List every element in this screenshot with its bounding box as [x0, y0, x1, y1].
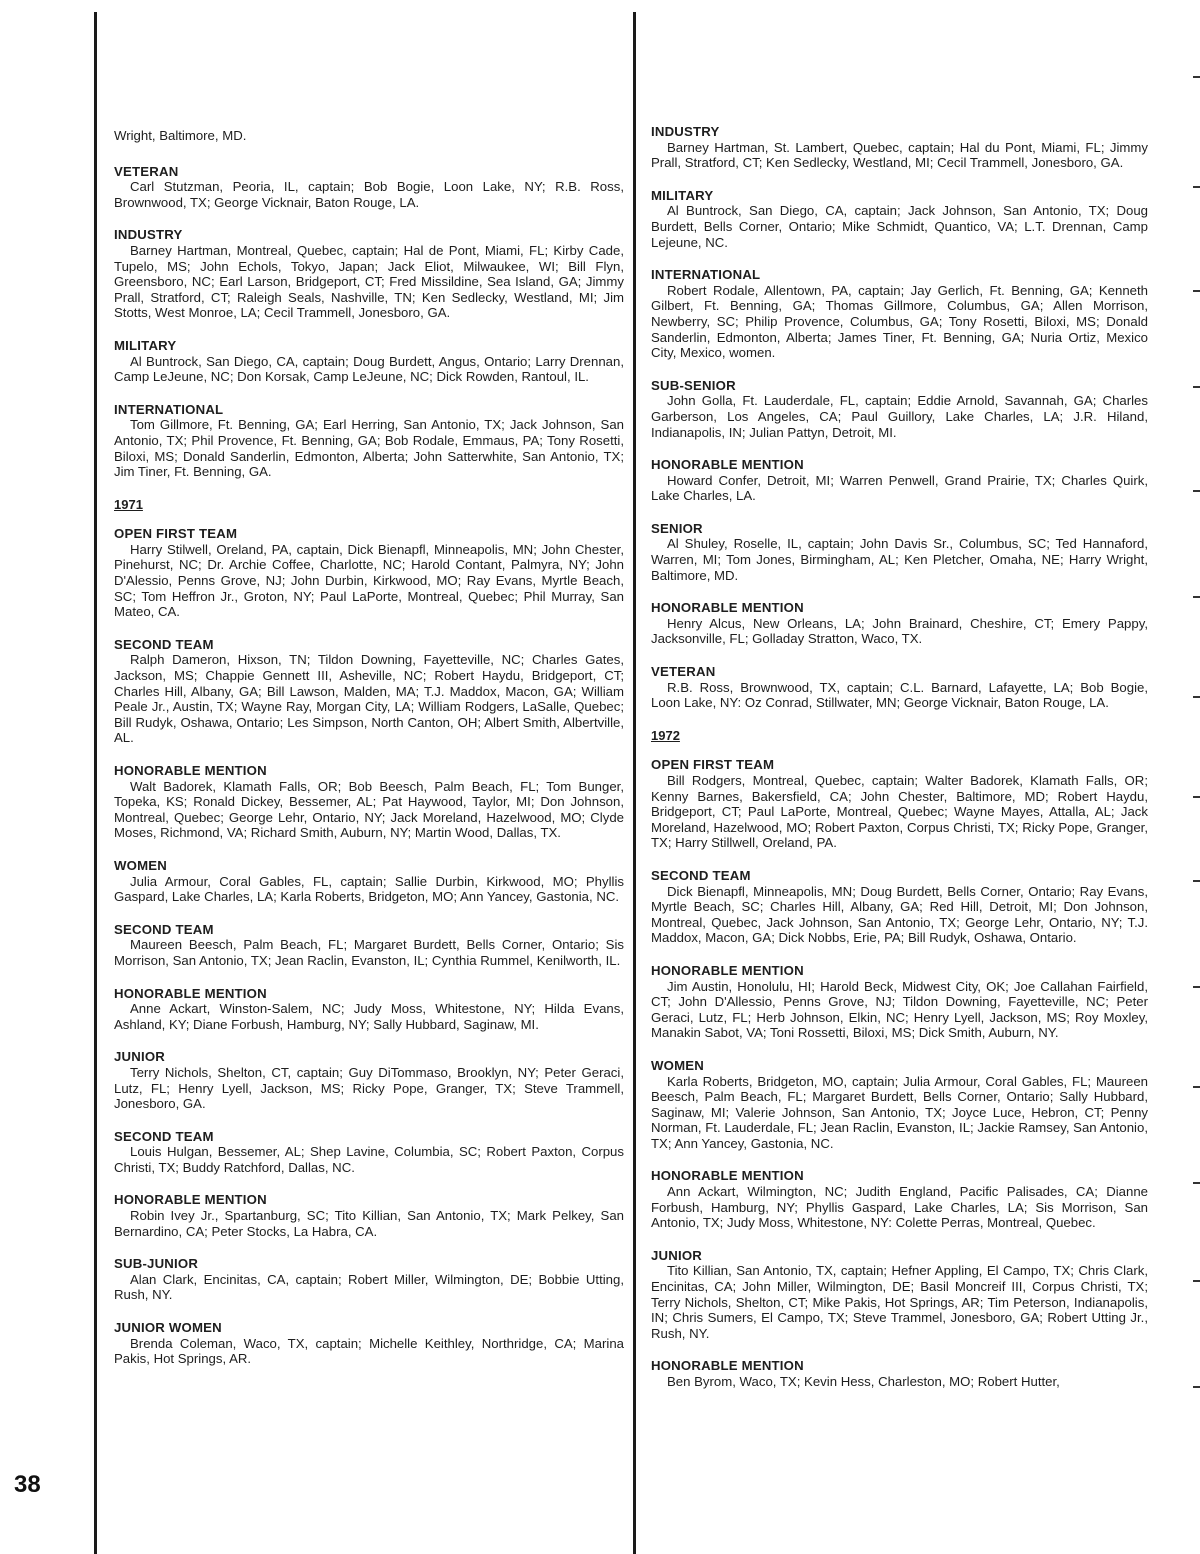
- section-roster-text: Ben Byrom, Waco, TX; Kevin Hess, Charleston, MO; Robert Hutter,: [667, 1374, 1060, 1389]
- section-roster-text: Bill Rodgers, Montreal, Quebec, captain; Walter Badorek, Klamath Falls, OR; Kenny Barnes, Bakersfield, CA; John Chester, Baltimore, MD; Robert Haydu, Bridgeport, CT; Paul LaPorte, Montreal, Quebec; Wayne Mayes, Attalla, AL; Jack Moreland, Hazelwood, MO; Robert Paxton, Corpus Christi, TX; Ricky Pope, Granger, TX; Harry Stillwell, Oreland, PA.: [651, 773, 1148, 851]
- section-heading: SUB-SENIOR: [651, 377, 736, 393]
- section-roster-text: Robin Ivey Jr., Spartanburg, SC; Tito Killian, San Antonio, TX; Mark Pelkey, San Bernardino, CA; Peter Stocks, La Habra, CA.: [114, 1208, 624, 1239]
- section-heading: HONORABLE MENTION: [651, 600, 804, 616]
- section-roster-text: Anne Ackart, Winston-Salem, NC; Judy Moss, Whitestone, NY; Hilda Evans, Ashland, KY; Diane Forbush, Hamburg, NY; Sally Hubbard, Saginaw, MI.: [114, 1001, 624, 1032]
- page-number: 38: [14, 1471, 41, 1498]
- roster-section: [114, 858, 624, 905]
- section-heading: SECOND TEAM: [114, 921, 214, 937]
- roster-section: [114, 338, 624, 385]
- roster-section: [651, 868, 1148, 946]
- section-roster-text: Al Buntrock, San Diego, CA, captain; Jack Johnson, San Antonio, TX; Doug Burdett, Bells Corner, Ontario; Mike Schmidt, Quantico, VA; L.T. Drennan, Camp Lejeune, NC.: [651, 203, 1148, 250]
- section-roster-text: Barney Hartman, Montreal, Quebec, captain; Hal de Pont, Miami, FL; Kirby Cade, Tupelo, MS; John Echols, Tokyo, Japan; Jack Eliot, Milwaukee, WI; Bill Flyn, Greensboro, NC; Earl Larson, Bridgeport, CT; Fred Missildine, Sea Island, GA; Jimmy Prall, Stratford, CT; Raleigh Seals, Nashville, TN; Ken Sedlecky, Westland, MI; Jim Stotts, West Monroe, LA; Cecil Trammell, Jonesboro, GA.: [114, 242, 624, 321]
- section-roster-text: Carl Stutzman, Peoria, IL, captain; Bob Bogie, Loon Lake, NY; R.B. Ross, Brownwood, TX; George Vicknair, Baton Rouge, LA.: [114, 179, 624, 210]
- roster-section: [651, 457, 1148, 504]
- section-heading: SENIOR: [651, 520, 703, 536]
- section-roster-text: John Golla, Ft. Lauderdale, FL, captain; Eddie Arnold, Savannah, GA; Charles Garberson, Los Angeles, CA; Paul Guillory, Lake Charles, LA; J.R. Hiland, Indianapolis, IN; Julian Pattyn, Detroit, MI.: [651, 393, 1148, 440]
- right-sections: [651, 124, 1148, 711]
- section-heading: OPEN FIRST TEAM: [651, 757, 775, 773]
- section-heading: HONORABLE MENTION: [651, 457, 804, 473]
- roster-section: [114, 164, 624, 211]
- section-roster-text: Al Buntrock, San Diego, CA, captain; Doug Burdett, Angus, Ontario; Larry Drennan, Camp LeJeune, NC; Don Korsak, Camp LeJeune, NC; Dick Rowden, Rantoul, IL.: [114, 353, 624, 385]
- year-heading-1972: 1972: [651, 727, 680, 743]
- section-roster-text: Al Shuley, Roselle, IL, captain; John Davis Sr., Columbus, SC; Ted Hannaford, Warren, MI; Tom Jones, Birmingham, AL; Ken Pletcher, Omaha, NE; Harry Wright, Baltimore, MD.: [651, 536, 1148, 583]
- section-heading: INDUSTRY: [114, 227, 183, 243]
- roster-section: [114, 402, 624, 480]
- right-sections-1972: [651, 757, 1148, 1389]
- roster-section: [114, 526, 624, 620]
- roster-section: [114, 1129, 624, 1176]
- column-divider-rule: [633, 12, 636, 1554]
- section-roster-text: Jim Austin, Honolulu, HI; Harold Beck, Midwest City, OK; Joe Callahan Fairfield, CT; John D'Allessio, Penns Grove, NJ; Tildon Downing, Fayetteville, NC; Peter Geraci, Lutz, FL; Herb Johnson, Elkin, NC; Henry Lyell, Jackson, MS; Roy Moxley, Manakin Sabot, VA; Toni Rossetti, Biloxi, MS; Dick Smith, Auburn, NY.: [651, 978, 1148, 1041]
- roster-section: [114, 227, 624, 321]
- section-heading: OPEN FIRST TEAM: [114, 526, 238, 542]
- roster-section: [651, 1058, 1148, 1152]
- section-heading: JUNIOR: [114, 1049, 166, 1065]
- left-margin-rule: [94, 12, 97, 1554]
- section-heading: INDUSTRY: [651, 124, 720, 139]
- left-sections-1971: [114, 526, 624, 1367]
- roster-section: [114, 922, 624, 969]
- section-heading: INTERNATIONAL: [114, 401, 224, 417]
- roster-section: [651, 1168, 1148, 1230]
- roster-section: [651, 1248, 1148, 1342]
- roster-section: [651, 378, 1148, 440]
- roster-section: [114, 1192, 624, 1239]
- roster-section: [114, 1049, 624, 1111]
- section-heading: HONORABLE MENTION: [114, 763, 267, 778]
- roster-section: [651, 124, 1148, 171]
- section-roster-text: Walt Badorek, Klamath Falls, OR; Bob Beesch, Palm Beach, FL; Tom Bunger, Topeka, KS; Ronald Dickey, Bessemer, AL; Pat Haywood, Taylor, MI; Don Johnson, Montreal, Quebec; George Lehr, Ontario, NY; Jack Moreland, Hazelwood, MO; Clyde Moses, Richmond, VA; Richard Smith, Auburn, NY; Martin Wood, Dallas, TX.: [114, 778, 624, 841]
- roster-section: [114, 986, 624, 1033]
- roster-section: [114, 763, 624, 841]
- section-roster-text: Henry Alcus, New Orleans, LA; John Brainard, Cheshire, CT; Emery Pappy, Jacksonville, FL; Golladay Stratton, Waco, TX.: [651, 615, 1148, 647]
- roster-section: [651, 1358, 1148, 1389]
- section-heading: WOMEN: [114, 857, 168, 873]
- section-heading: INTERNATIONAL: [651, 267, 761, 283]
- section-heading: MILITARY: [114, 337, 177, 353]
- section-roster-text: Louis Hulgan, Bessemer, AL; Shep Lavine, Columbia, SC; Robert Paxton, Corpus Christi, TX; Buddy Ratchford, Dallas, NC.: [114, 1144, 624, 1175]
- section-heading: SECOND TEAM: [114, 1128, 214, 1144]
- section-roster-text: Brenda Coleman, Waco, TX, captain; Michelle Keithley, Northridge, CA; Marina Pakis, Hot Springs, AR.: [114, 1335, 624, 1367]
- roster-section: [651, 188, 1148, 250]
- roster-section: [651, 267, 1148, 361]
- section-roster-text: Terry Nichols, Shelton, CT, captain; Guy DiTommaso, Brooklyn, NY; Peter Geraci, Lutz, FL; Henry Lyell, Jackson, MS; Ricky Pope, Granger, TX; Steve Trammell, Jonesboro, GA.: [114, 1064, 624, 1112]
- section-roster-text: Barney Hartman, St. Lambert, Quebec, captain; Hal du Pont, Miami, FL; Jimmy Prall, Stratford, CT; Ken Sedlecky, Westland, MI; Cecil Trammell, Jonesboro, GA.: [651, 139, 1148, 171]
- roster-section: [114, 1256, 624, 1303]
- section-heading: HONORABLE MENTION: [114, 1192, 267, 1208]
- section-roster-text: Harry Stilwell, Oreland, PA, captain, Dick Bienapfl, Minneapolis, MN; John Chester, Pinehurst, NC; Dr. Archie Coffee, Charlotte, NC; Harold Contant, Palmyra, NY; John D'Alessio, Penns Grove, NJ; John Durbin, Kirkwood, MO; Ray Evans, Myrtle Beach, SC; Tom Heffron Jr., Groton, NY; Paul LaPorte, Montreal, Quebec; Phil Murray, San Mateo, CA.: [114, 541, 624, 620]
- section-heading: SECOND TEAM: [651, 867, 751, 883]
- roster-section: [651, 757, 1148, 851]
- section-heading: SUB-JUNIOR: [114, 1256, 199, 1272]
- section-heading: HONORABLE MENTION: [114, 985, 267, 1001]
- section-heading: WOMEN: [651, 1057, 705, 1073]
- section-heading: MILITARY: [651, 187, 714, 203]
- section-roster-text: Julia Armour, Coral Gables, FL, captain; Sallie Durbin, Kirkwood, MO; Phyllis Gaspard, Lake Charles, LA; Karla Roberts, Bridgeton, MO; Ann Yancey, Gastonia, NC.: [114, 873, 624, 905]
- roster-section: [651, 664, 1148, 711]
- section-roster-text: Karla Roberts, Bridgeton, MO, captain; Julia Armour, Coral Gables, FL; Maureen Beesch, Palm Beach, FL; Margaret Burdett, Bells Corner, Ontario; Sally Hubbard, Saginaw, MI; Valerie Johnson, San Antonio, TX; Joyce Luce, Hebron, CT; Penny Norman, Ft. Lauderdale, FL; Jean Raclin, Evanston, IL; Jackie Ramsey, San Antonio, TX; Ann Yancey, Gastonia, NC.: [651, 1073, 1148, 1151]
- continued-text: Wright, Baltimore, MD.: [114, 128, 247, 143]
- left-sections: [114, 164, 624, 480]
- section-roster-text: Robert Rodale, Allentown, PA, captain; Jay Gerlich, Ft. Benning, GA; Kenneth Gilbert, Ft. Benning, GA; Thomas Gillmore, Columbus, GA; Allen Morrison, Newberry, SC; Philip Provence, Columbus, GA; Tony Rosetti, Biloxi, MS; Donald Sanderlin, Edmonton, Alberta; James Tiner, Ft. Benning, GA; Nuria Ortiz, Mexico City, Mexico, women.: [651, 282, 1148, 361]
- right-column: [651, 124, 1148, 1407]
- left-column: [114, 128, 624, 1384]
- section-heading: JUNIOR WOMEN: [114, 1320, 222, 1336]
- section-heading: HONORABLE MENTION: [651, 1168, 804, 1184]
- section-roster-text: Maureen Beesch, Palm Beach, FL; Margaret Burdett, Bells Corner, Ontario; Sis Morrison, San Antonio, TX; Jean Raclin, Evanston, IL; Cynthia Rummel, Kenilworth, IL.: [114, 937, 624, 968]
- section-roster-text: Dick Bienapfl, Minneapolis, MN; Doug Burdett, Bells Corner, Ontario; Ray Evans, Myrtle Beach, SC; Charles Hill, Albany, GA; Red Hill, Detroit, MI; Don Johnson, Montreal, Quebec, Jack Johnson, San Antonio, TX; George Lehr, Ontario, NY; T.J. Maddox, Macon, GA; Dick Nobbs, Erie, PA; Bill Rudyk, Oshawa, Ontario.: [651, 883, 1148, 946]
- section-heading: HONORABLE MENTION: [651, 962, 804, 978]
- roster-section: [651, 600, 1148, 647]
- section-roster-text: Tom Gillmore, Ft. Benning, GA; Earl Herring, San Antonio, TX; Jack Johnson, San Antonio, TX; Phil Provence, Ft. Benning, GA; Bob Rodale, Emmaus, PA; Tony Rosetti, Biloxi, MS; Donald Sanderlin, Edmonton, Alberta; John Satterwhite, San Antonio, TX; Jim Tiner, Ft. Benning, GA.: [114, 417, 624, 480]
- roster-section: [651, 521, 1148, 583]
- roster-section: [114, 1320, 624, 1367]
- section-roster-text: Tito Killian, San Antonio, TX, captain; Hefner Appling, El Campo, TX; Chris Clark, Encinitas, CA; John Miller, Wilmington, DE; Basil Moncreif III, Corpus Christi, TX; Terry Nichols, Shelton, CT; Mike Pakis, Hot Springs, AR; Tim Peterson, Indianapolis, IN; Chris Sumers, El Campo, TX; Steve Trammel, Jonesboro, GA; Robert Utting Jr., Rush, NY.: [651, 1263, 1148, 1341]
- section-roster-text: Alan Clark, Encinitas, CA, captain; Robert Miller, Wilmington, DE; Bobbie Utting, Rush, NY.: [114, 1271, 624, 1303]
- section-heading: VETERAN: [651, 664, 716, 680]
- section-roster-text: Howard Confer, Detroit, MI; Warren Penwell, Grand Prairie, TX; Charles Quirk, Lake Charles, LA.: [651, 472, 1148, 504]
- section-heading: SECOND TEAM: [114, 636, 214, 652]
- year-heading-1971: 1971: [114, 496, 143, 512]
- section-roster-text: Ann Ackart, Wilmington, NC; Judith England, Pacific Palisades, CA; Dianne Forbush, Hamburg, NY; Phyllis Gaspard, Lake Charles, LA; Sis Morrison, San Antonio, TX; Judy Moss, Whitestone, NY: Colette Perras, Montreal, Quebec.: [651, 1184, 1148, 1231]
- section-heading: HONORABLE MENTION: [651, 1358, 804, 1374]
- roster-section: [651, 963, 1148, 1041]
- section-roster-text: Ralph Dameron, Hixson, TN; Tildon Downing, Fayetteville, NC; Charles Gates, Jackson, MS; Chappie Gennett III, Asheville, NC; Robert Haydu, Bridgeport, CT; Charles Hill, Albany, GA; Bill Lawson, Malden, MA; T.J. Maddox, Macon, GA; William Peale Jr., Austin, TX; Wayne Ray, Morgan City, LA; William Rodgers, LaSalle, Quebec; Bill Rudyk, Oshawa, Ontario; Les Simpson, North Canton, OH; Albert Smith, Albertville, AL.: [114, 652, 624, 746]
- section-heading: JUNIOR: [651, 1247, 703, 1263]
- roster-section: [114, 637, 624, 746]
- section-roster-text: R.B. Ross, Brownwood, TX, captain; C.L. Barnard, Lafayette, LA; Bob Bogie, Loon Lake, NY: Oz Conrad, Stillwater, MN; George Vicknair, Baton Rouge, LA.: [651, 679, 1148, 711]
- section-heading: VETERAN: [114, 163, 179, 179]
